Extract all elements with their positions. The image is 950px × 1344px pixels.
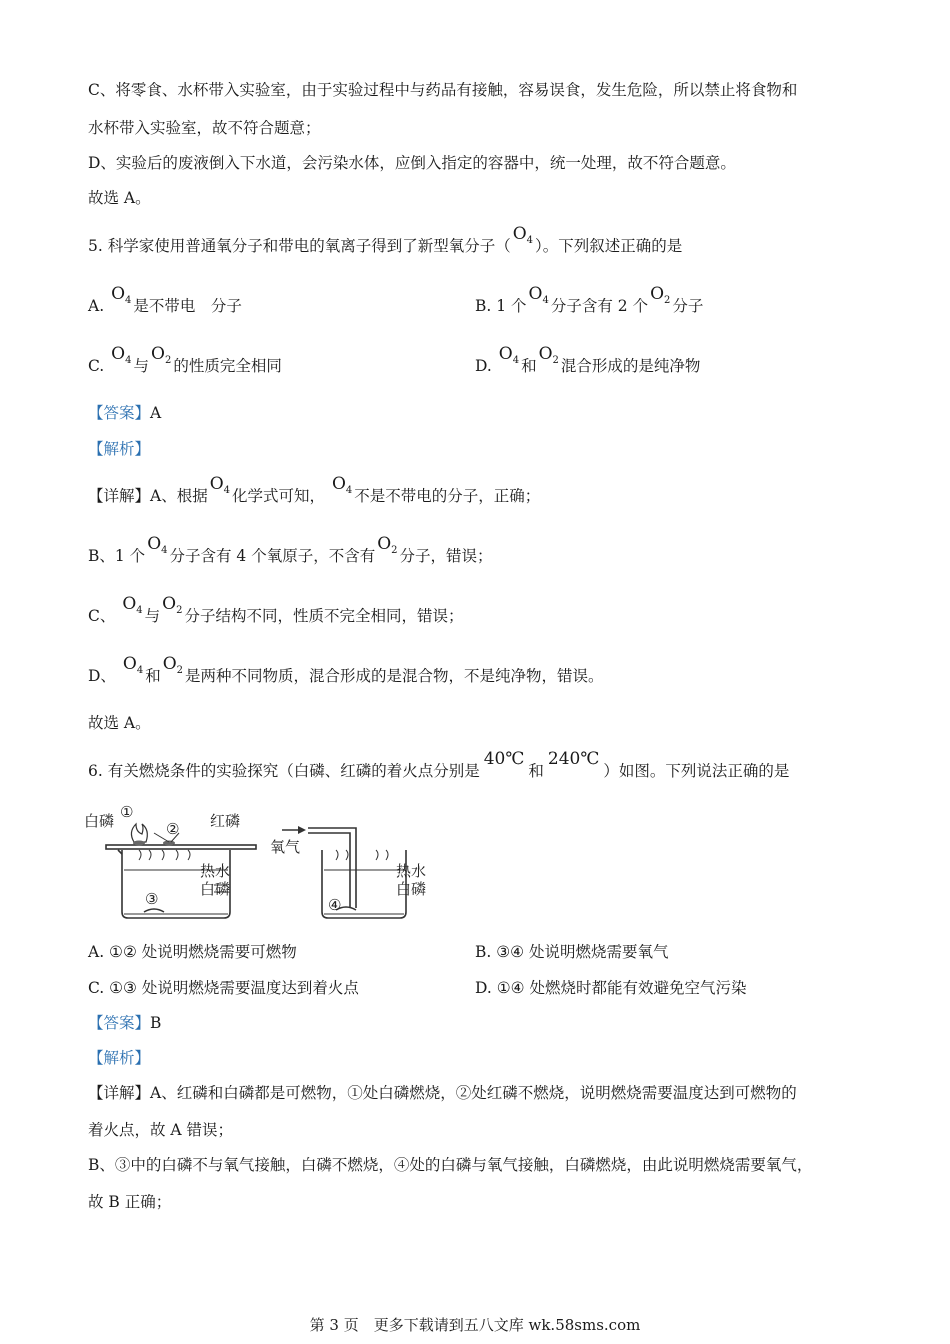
q5-detail-c: C、 $O_4$ 与$O_2$ 分子结构不同，性质不完全相同，错误； — [88, 606, 463, 629]
formula-o4: $O_4$ — [111, 284, 132, 306]
prev-choose-line: 故选 A。 — [88, 189, 151, 207]
q6-stem: 6. 有关燃烧条件的实验探究（白磷、红磷的着火点分别是40℃和240℃）如图。下列说法正确的是 — [88, 749, 790, 780]
page-footer: 第 3 页 更多下载请到五八文库 wk.58sms.com — [309, 1316, 641, 1334]
q6-detail-b-line1: B、③中的白磷不与氧气接触，白磷不燃烧，④处的白磷与氧气接触，白磷燃烧，由此说明燃烧需要氧气， — [88, 1156, 813, 1174]
q5-detail-b: B、1 个$O_4$ 分子含有 4 个氧原子，不含有$O_2$ 分子，错误； — [88, 546, 493, 569]
formula-o2: $O_2$ — [650, 284, 671, 306]
q6-option-d: D. ①④ 处燃烧时都能有效避免空气污染 — [475, 979, 747, 997]
detail-tag: 【详解】 — [88, 1084, 151, 1102]
q6-option-c: C. ①③ 处说明燃烧需要温度达到着火点 — [88, 979, 359, 997]
prev-option-c-line2: 水杯带入实验室，故不符合题意； — [88, 119, 321, 137]
formula-o2: $O_2$ — [151, 344, 172, 366]
red-p-sample — [163, 841, 175, 846]
q5-answer — [88, 403, 161, 423]
arrow-icon — [282, 826, 306, 834]
label-circle-2: ② — [166, 820, 180, 838]
q6-detail-a-line2: 着火点，故 A 错误； — [88, 1121, 234, 1139]
q5-option-a: A. $O_4$ 是不带电 分子 — [88, 296, 242, 319]
q5-stem-text-a: 5. 科学家使用普通氧分子和带电的氧离子得到了新型氧分子（ — [88, 237, 511, 255]
q6-detail-b-line2: 故 B 正确； — [88, 1193, 172, 1211]
formula-o2: $O_2$ — [162, 654, 184, 676]
formula-o4: $O_4$ — [147, 534, 168, 556]
answer-tag: 【答案】 — [88, 404, 151, 422]
ignition-temp-red: 240℃ — [547, 749, 600, 769]
q5-detail-a: 【详解】A、根据$O_4$ 化学式可知， $O_4$ 不是不带电的分子，正确； — [88, 486, 540, 509]
label-circle-3: ③ — [145, 890, 159, 908]
formula-o4: $O_4$ — [528, 284, 549, 306]
formula-o4: $O_4$ — [122, 654, 144, 676]
flame-icon — [131, 824, 147, 846]
formula-o2: $O_2$ — [377, 534, 398, 556]
q5-option-d: D. $O_4$ 和$O_2$ 混合形成的是纯净物 — [475, 356, 700, 379]
detail-tag: 【详解】 — [88, 487, 151, 505]
q6-detail-a-line1: 【详解】A、红磷和白磷都是可燃物，①处白磷燃烧，②处红磷不燃烧，说明燃烧需要温度达到可燃物的 — [88, 1084, 797, 1102]
q6-option-a: A. ①② 处说明燃烧需要可燃物 — [88, 943, 297, 961]
q5-stem — [88, 224, 683, 259]
formula-o4: $O_4$ — [209, 474, 231, 496]
formula-o2: $O_2$ — [538, 344, 559, 366]
label-hot-water-right: 热水 — [396, 862, 427, 880]
label-circle-1: ① — [120, 803, 134, 821]
combustion-experiment-figure — [84, 800, 444, 925]
ignition-temp-white: 40℃ — [483, 749, 525, 769]
q6-analysis-tag: 【解析】 — [88, 1049, 151, 1067]
label-white-p-left: 白磷 — [200, 880, 231, 898]
label-oxygen: 氧气 — [270, 838, 301, 856]
q5-option-b: B. 1 个$O_4$ 分子含有 2 个$O_2$ 分子 — [475, 296, 703, 319]
beaker-right — [308, 828, 406, 918]
q6-option-b: B. ③④ 处说明燃烧需要氧气 — [475, 943, 669, 961]
label-red-p: 红磷 — [210, 812, 241, 830]
q5-detail-d: D、 $O_4$ 和$O_2$ 是两种不同物质，混合形成的是混合物，不是纯净物，错误。 — [88, 666, 604, 689]
prev-option-d-line: D、实验后的废液倒入下水道，会污染水体，应倒入指定的容器中，统一处理，故不符合题意。 — [88, 154, 736, 172]
answer-tag: 【答案】 — [88, 1014, 151, 1032]
formula-o4: $O_4$ — [498, 344, 520, 366]
q5-choose-line: 故选 A。 — [88, 714, 151, 732]
q6-answer — [88, 1013, 161, 1033]
q5-option-c: C. $O_4$ 与$O_2$ 的性质完全相同 — [88, 356, 282, 379]
q5-analysis-tag: 【解析】 — [88, 440, 151, 458]
answer-value: B — [150, 1014, 162, 1032]
q5-stem-text-b: ）。下列叙述正确的是 — [535, 237, 683, 255]
formula-o4: $O_4$ — [111, 344, 132, 366]
formula-o2: $O_2$ — [162, 594, 183, 616]
label-circle-4: ④ — [328, 896, 342, 914]
label-white-p-right: 白磷 — [396, 880, 427, 898]
formula-o4: $O_4$ — [122, 594, 143, 616]
answer-value: A — [150, 404, 162, 422]
formula-o4: $O_4$ — [512, 224, 534, 246]
formula-o4: $O_4$ — [331, 474, 353, 496]
beaker-left — [106, 845, 256, 918]
label-hot-water-left: 热水 — [200, 862, 231, 880]
label-white-p: 白磷 — [84, 812, 115, 830]
prev-option-c-line1: C、将零食、水杯带入实验室，由于实验过程中与药品有接触，容易误食，发生危险，所以禁止将食物和 — [88, 81, 798, 99]
